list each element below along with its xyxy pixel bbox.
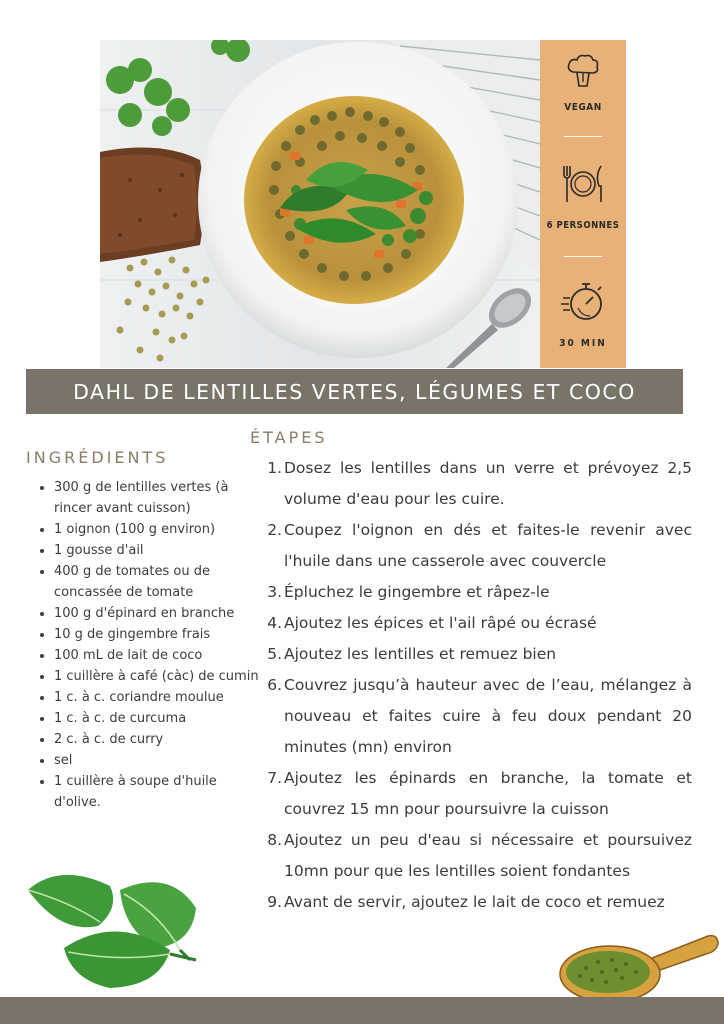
step-text: Ajoutez les épinards en branche, la tomate et couvrez 15 mn pour poursuivre la cuisson: [284, 769, 692, 818]
recipe-title-banner: [26, 369, 683, 414]
spinach-leaf-icon: [28, 875, 113, 927]
step-item: [262, 887, 692, 918]
step-item: [262, 639, 692, 670]
step-item: [262, 608, 692, 639]
scattered-lentils: [117, 257, 210, 362]
step-item: [262, 763, 692, 825]
ingredient-item: • 1 oignon (100 g environ): [54, 519, 264, 540]
step-number: 3.: [267, 583, 282, 601]
step-text: Coupez l'oignon en dés et faites-le revenir avec l'huile dans une casserole avec couvercle: [284, 521, 692, 570]
step-item: [262, 670, 692, 763]
step-text: Épluchez le gingembre et râpez-le: [284, 583, 550, 601]
ingredient-item: • 2 c. à c. de curry: [54, 729, 264, 750]
step-number: 7.: [267, 769, 282, 787]
ingredients-list: [36, 477, 264, 813]
recipe-title: DAHL DE LENTILLES VERTES, LÉGUMES ET COCO: [73, 379, 636, 404]
step-item: [262, 825, 692, 887]
ingredient-item: • 1 c. à c. de curcuma: [54, 708, 264, 729]
broccoli-icon: [540, 54, 626, 94]
step-number: 6.: [267, 676, 282, 694]
ingredient-item: • 300 g de lentilles vertes (à rincer avant cuisson): [54, 477, 264, 519]
ingredients-heading: INGRÉDIENTS: [26, 448, 169, 467]
bread-slice: [100, 148, 204, 263]
step-text: Couvrez jusqu’à hauteur avec de l’eau, mélangez à nouveau et faites cuire à feu doux pendant 20 minutes (mn) environ: [284, 676, 692, 756]
ingredient-item: • 1 gousse d'ail: [54, 540, 264, 561]
ingredient-item: • 1 cuillère à café (càc) de cumin: [54, 666, 264, 687]
stopwatch-icon: [540, 278, 626, 328]
step-item: [262, 577, 692, 608]
step-number: 2.: [267, 521, 282, 539]
step-item: [262, 453, 692, 515]
step-item: [262, 515, 692, 577]
step-number: 4.: [267, 614, 282, 632]
servings-label: 6 PERSONNES: [546, 220, 620, 231]
ingredient-item: • 1 cuillère à soupe d'huile d'olive.: [54, 771, 264, 813]
step-number: 1.: [267, 459, 282, 477]
time-label: 30 MIN: [559, 338, 607, 349]
divider: [564, 256, 602, 257]
step-number: 8.: [267, 831, 282, 849]
step-number: 5.: [267, 645, 282, 663]
ingredient-item: • sel: [54, 750, 264, 771]
step-text: Dosez les lentilles dans un verre et prévoyez 2,5 volume d'eau pour les cuire.: [284, 459, 692, 508]
footer-bar: [0, 997, 724, 1024]
steps-heading: ÉTAPES: [250, 428, 328, 447]
recipe-info-panel: [540, 40, 626, 368]
ingredient-item: • 10 g de gingembre frais: [54, 624, 264, 645]
ingredient-item: • 100 g d'épinard en branche: [54, 603, 264, 624]
divider: [564, 136, 602, 137]
steps-list: [262, 453, 692, 918]
ingredient-item: • 400 g de tomates ou de concassée de tomate: [54, 561, 264, 603]
ingredient-item: • 100 mL de lait de coco: [54, 645, 264, 666]
step-text: Ajoutez un peu d'eau si nécessaire et poursuivez 10mn pour que les lentilles soient fondantes: [284, 831, 692, 880]
dahl-bowl-illustration: [100, 40, 540, 368]
recipe-photo: [100, 40, 540, 368]
step-text: Avant de servir, ajoutez le lait de coco et remuez: [284, 893, 665, 911]
step-text: Ajoutez les épices et l'ail râpé ou écrasé: [284, 614, 597, 632]
spinach-leaves-illustration: [20, 868, 210, 998]
step-number: 9.: [267, 893, 282, 911]
step-text: Ajoutez les lentilles et remuez bien: [284, 645, 557, 663]
vegan-label: VEGAN: [564, 102, 602, 113]
plate-fork-knife-icon: [540, 162, 626, 210]
ingredient-item: • 1 c. à c. coriandre moulue: [54, 687, 264, 708]
